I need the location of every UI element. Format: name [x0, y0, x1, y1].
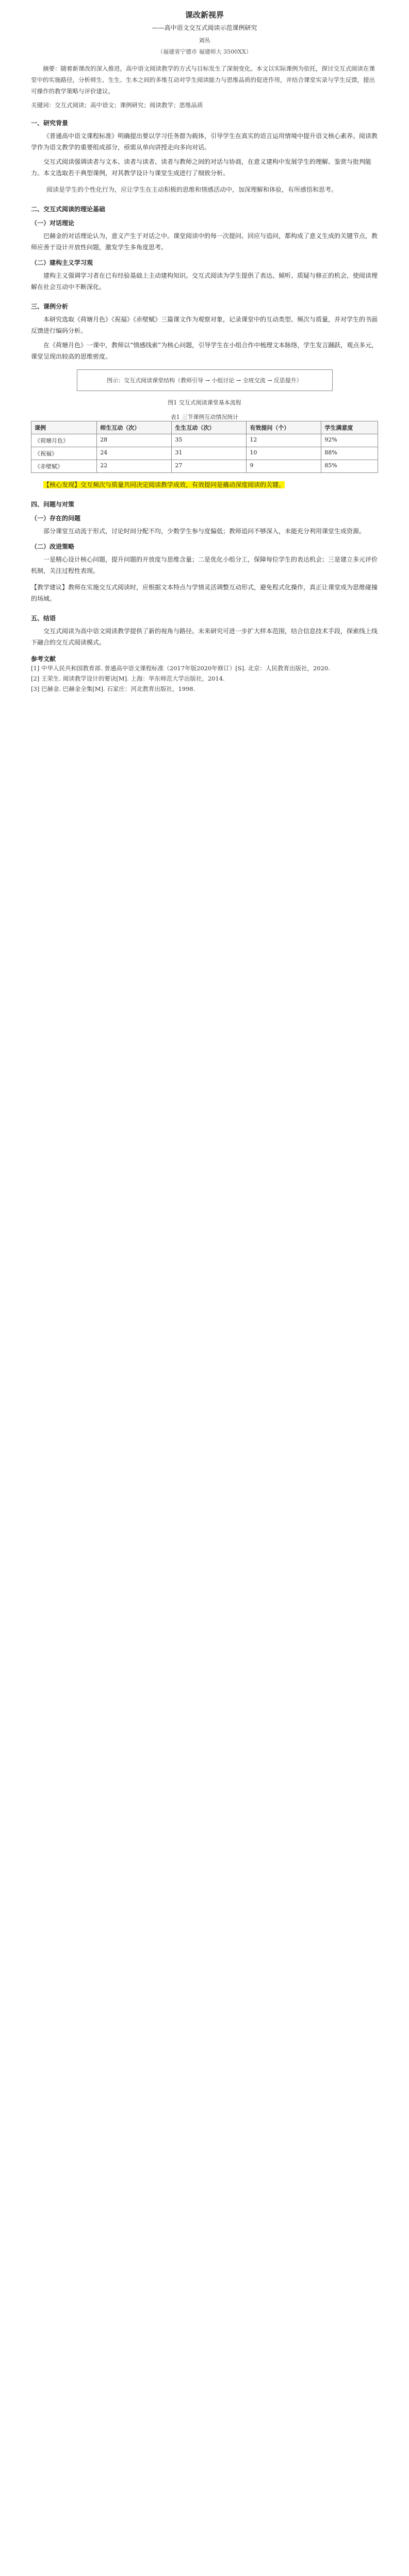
- table-header: 生生互动（次）: [172, 421, 247, 434]
- block-quote: 阅读是学生的个性化行为，应让学生在主动积极的思维和情感活动中，加深理解和体验，有所感悟和思考。: [46, 186, 338, 193]
- subsection-title: （二）建构主义学习观: [31, 259, 93, 266]
- table-caption: 表1 三节课例互动情况统计: [170, 414, 239, 420]
- table-cell: 35: [172, 434, 247, 447]
- table-row: [31, 434, 378, 447]
- section-title-2: 二、交互式阅读的理论基础: [31, 206, 106, 213]
- table-header: 师生互动（次）: [97, 421, 172, 434]
- reference-item: [3] 巴赫金. 巴赫金全集[M]. 石家庄：河北教育出版社，1998.: [31, 685, 195, 692]
- abstract-text: 随着新课改的深入推进，高中语文阅读教学的方式与目标发生了深刻变化。本文以实际课例为依托，探讨交互式阅读在课堂中的实施路径，分析师生、生生、生本之间的多维互动对学生阅读能力与思维品质的促进作用，并结合课堂实录与学生反馈，提出可操作的教学策略与评价建议。: [31, 65, 375, 95]
- references: [31, 654, 378, 694]
- reference-item: [2] 王荣生. 阅读教学设计的要诀[M]. 上海：华东师范大学出版社，2014.: [31, 675, 225, 682]
- document-title: 课改新视界: [185, 10, 224, 20]
- keywords: [31, 101, 378, 109]
- table-cell: 12: [247, 434, 321, 447]
- paragraph: 部分课堂互动流于形式，讨论时间分配不均，少数学生参与度偏低；教师追问不够深入，未能充分利用课堂生成资源。: [43, 528, 366, 535]
- abstract: [31, 63, 378, 97]
- table-cell: 10: [247, 447, 321, 460]
- table-cell: 85%: [321, 460, 378, 473]
- section-title-3: 三、课例分析: [31, 303, 69, 310]
- paragraph: 一是精心设计核心问题，提升问题的开放度与思维含量；二是优化小组分工，保障每位学生的表达机会；三是建立多元评价机制，关注过程性表现。: [31, 556, 378, 574]
- table-header: 有效提问（个）: [247, 421, 321, 434]
- paragraph: 本研究选取《荷塘月色》《祝福》《赤壁赋》三篇课文作为观察对象，记录课堂中的互动类型、频次与质量，并对学生的书面反馈进行编码分析。: [31, 316, 378, 334]
- keywords-label: 关键词：: [31, 101, 55, 109]
- section-title-5: 五、结语: [31, 615, 56, 622]
- table-header-row: [31, 421, 378, 434]
- references-title: 参考文献: [31, 655, 56, 663]
- table-cell: 92%: [321, 434, 378, 447]
- teaching-note: [31, 582, 378, 604]
- paragraph: 《普通高中语文课程标准》明确提出要以学习任务群为载体，引导学生在真实的语言运用情境中提升语文核心素养。阅读教学作为语文教学的重要组成部分，亟需从单向讲授走向多向对话。: [31, 132, 378, 151]
- stats-table: [31, 421, 378, 473]
- table-row: [31, 447, 378, 460]
- paragraph: 交互式阅读强调读者与文本、读者与读者、读者与教师之间的对话与协商，在意义建构中发展学生的理解、鉴赏与批判能力。本文选取若干典型课例，对其教学设计与课堂生成进行了细致分析。: [31, 158, 372, 177]
- table-cell: 《荷塘月色》: [31, 434, 97, 447]
- document-subtitle: ——高中语文交互式阅读示范课例研究: [152, 24, 257, 31]
- subsection-title: （二）改进策略: [31, 543, 75, 550]
- table-cell: 88%: [321, 447, 378, 460]
- highlighted-text: 【核心发现】交互频次与质量共同决定阅读教学成效，有效提问是撬动深度阅读的关键。: [43, 481, 285, 488]
- table-header: 学生满意度: [321, 421, 378, 434]
- keywords-text: 交互式阅读；高中语文；课例研究；阅读教学；思维品质: [55, 101, 203, 109]
- paragraph: 在《荷塘月色》一课中，教师以“情感线索”为核心问题，引导学生在小组合作中梳理文本脉络，学生发言踊跃，观点多元，课堂呈现出较高的思维密度。: [31, 342, 378, 360]
- paragraph: 巴赫金的对话理论认为，意义产生于对话之中。课堂阅读中的每一次提问、回应与追问，都构成了意义生成的关键节点，教师应善于设计开放性问题，激发学生多角度思考。: [31, 232, 378, 251]
- table-header: 课例: [31, 421, 97, 434]
- figure: 图示：交互式阅读课堂结构（教师引导 → 小组讨论 → 全班交流 → 反思提升）: [77, 369, 333, 391]
- reference-item: [1] 中华人民共和国教育部. 普通高中语文课程标准（2017年版2020年修订）[S]. 北京：人民教育出版社，2020.: [31, 665, 330, 672]
- table-cell: 《赤壁赋》: [31, 460, 97, 473]
- paragraph: 建构主义强调学习者在已有经验基础上主动建构知识。交互式阅读为学生提供了表达、倾听、质疑与修正的机会，使阅读理解在社会互动中不断深化。: [31, 272, 378, 291]
- subsection-title: （一）对话理论: [31, 219, 75, 227]
- highlight-paragraph: [31, 479, 378, 490]
- author: 刘丛: [199, 37, 210, 44]
- table-cell: 24: [97, 447, 172, 460]
- note-label: 【教学建议】: [31, 584, 69, 591]
- abstract-label: 摘要：: [43, 65, 61, 72]
- affiliation: （福建省宁德市 福建师大 3500XX）: [157, 48, 252, 55]
- section-title-1: 一、研究背景: [31, 120, 69, 127]
- stats-table-wrap: [31, 413, 378, 473]
- section-title-4: 四、问题与对策: [31, 501, 75, 508]
- subsection-title: （一）存在的问题: [31, 515, 81, 522]
- table-cell: 28: [97, 434, 172, 447]
- table-cell: 《祝福》: [31, 447, 97, 460]
- paragraph: 交互式阅读为高中语文阅读教学提供了新的视角与路径。未来研究可进一步扩大样本范围，结合信息技术手段，探索线上线下融合的交互式阅读模式。: [31, 628, 378, 646]
- table-cell: 9: [247, 460, 321, 473]
- table-cell: 22: [97, 460, 172, 473]
- table-row: [31, 460, 378, 473]
- figure-caption: 图1 交互式阅读课堂基本流程: [168, 399, 241, 406]
- table-cell: 31: [172, 447, 247, 460]
- table-cell: 27: [172, 460, 247, 473]
- note-text: 教师在实施交互式阅读时，应根据文本特点与学情灵活调整互动形式，避免程式化操作，真正让课堂成为思维碰撞的场域。: [31, 584, 378, 602]
